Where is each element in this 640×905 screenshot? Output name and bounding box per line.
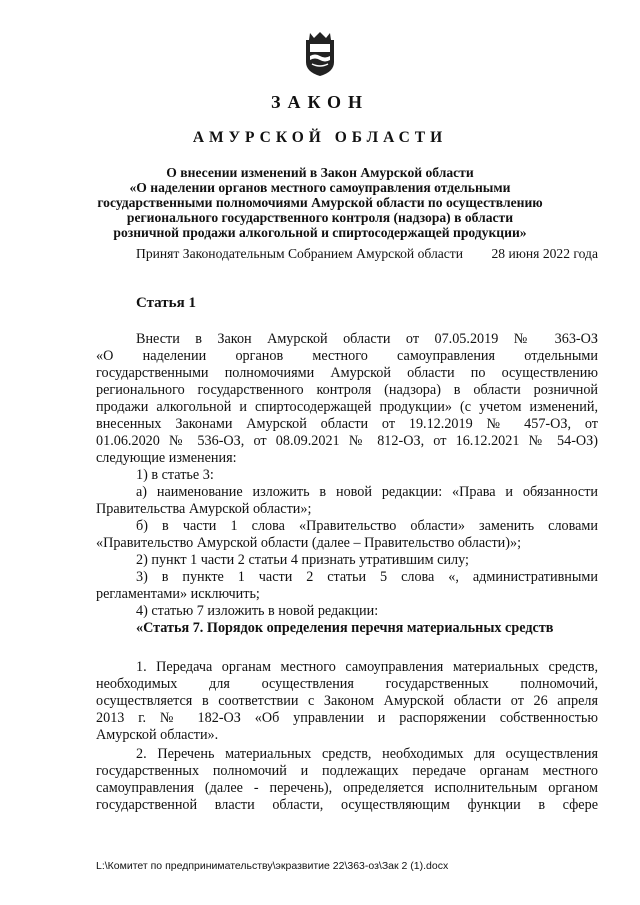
article-7-paragraph-2 [96,746,598,814]
change-item-1a-cont: Правительства Амурской области»; [96,501,312,517]
text-line: 2. Перечень материальных средств, необходимых для осуществления [136,746,598,762]
subject-line: розничной продажи алкогольной и спиртосодержащей продукции» [113,225,527,240]
document-type: ЗАКОН [270,92,370,112]
text-line: 01.06.2020 № 536-ОЗ, от 08.09.2021 № 812-ОЗ, от 16.12.2021 № 54-ОЗ) [96,433,598,449]
text-line: регионального государственного контроля (надзора) в области розничной [96,382,598,398]
text-line: государственной власти области, осуществляющим функции в сфере [96,797,598,813]
text-line: государственных полномочий и подлежащих передаче органам местного [96,763,598,779]
text-line: 1. Передача органам местного самоуправления материальных средств, [136,659,598,675]
subject-line: регионального государственного контроля (надзора) в области [126,210,514,225]
file-path-footer: L:\Комитет по предпринимательству\экразвитие 22\363-оз\Зак 2 (1).docx [96,860,449,872]
change-item-2: 2) пункт 1 части 2 статьи 4 признать утратившим силу; [136,552,469,568]
text-line: Внести в Закон Амурской области от 07.05.2019 № 363-ОЗ [136,331,598,347]
article-7-paragraph-1 [96,659,598,744]
law-subject [90,165,550,240]
text-line: самоуправления (далее - перечень), определяется исполнительным органом [96,780,598,796]
region-title: АМУРСКОЙ ОБЛАСТИ [192,129,448,146]
adoption-text: Принят Законодательным Собранием Амурской области [136,246,464,261]
text-line: 2013 г. № 182-ОЗ «Об управлении и распоряжении собственностью [96,710,598,726]
subject-line: «О наделении органов местного самоуправления отдельными [129,180,511,195]
change-item-3-cont: регламентами» исключить; [96,586,260,602]
text-line: продажи алкогольной и спиртосодержащей продукции» (с учетом изменений, [96,399,598,415]
article-7-heading: «Статья 7. Порядок определения перечня материальных средств [136,620,554,636]
change-item-1b-cont: «Правительство Амурской области (далее – Правительство области)»; [96,535,522,551]
article-1-heading: Статья 1 [136,295,196,311]
coat-of-arms-icon [302,30,338,78]
text-line: следующие изменения: [96,450,237,466]
change-item-4: 4) статью 7 изложить в новой редакции: [136,603,379,619]
adoption-date: 28 июня 2022 года [491,246,598,261]
text-line: необходимых для осуществления государственных полномочий, [96,676,598,692]
subject-line: государственными полномочиями Амурской области по осуществлению [97,195,543,210]
text-line: «О наделении органов местного самоуправления отдельными [96,348,598,364]
change-item-1a: а) наименование изложить в новой редакции: «Права и обязанности [136,484,598,500]
subject-line: О внесении изменений в Закон Амурской области [166,165,474,180]
article-1-intro [96,331,598,637]
change-item-1: 1) в статье 3: [136,467,214,483]
text-line: государственными полномочиями Амурской области по осуществлению [96,365,598,381]
change-item-3: 3) в пункте 1 части 2 статьи 5 слова «, административными [136,569,598,585]
change-item-1b: б) в части 1 слова «Правительство области» заменить словами [136,518,598,534]
text-line: внесенных Законами Амурской области от 19.12.2019 № 457-ОЗ, от [96,416,598,432]
text-line: Амурской области». [96,727,219,743]
text-line: осуществляется в соответствии с Законом Амурской области от 26 апреля [96,693,598,709]
